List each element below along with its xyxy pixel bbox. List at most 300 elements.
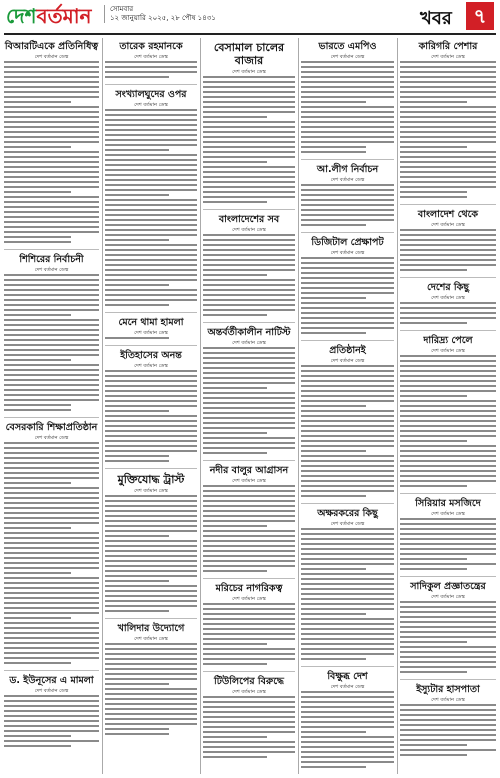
- text-line: [400, 71, 496, 73]
- text-line: [105, 179, 197, 181]
- text-line: [203, 121, 295, 123]
- text-line: [400, 239, 496, 241]
- text-line: [400, 538, 496, 540]
- text-line: [301, 528, 394, 530]
- text-line: [105, 337, 169, 339]
- text-line: [105, 550, 197, 552]
- text-line: [4, 181, 99, 183]
- text-line: [203, 269, 295, 271]
- text-line: [301, 272, 394, 274]
- text-line: [400, 385, 496, 387]
- article: [301, 503, 394, 663]
- text-line: [203, 638, 295, 640]
- dateline: দেশ বর্তমান ডেস্ক: [232, 69, 266, 75]
- text-line: [400, 430, 496, 432]
- article-body: [203, 347, 295, 457]
- text-line: [4, 299, 99, 301]
- text-line: [203, 86, 295, 88]
- text-line: [105, 164, 197, 166]
- text-line: [301, 267, 394, 269]
- text-line: [203, 711, 295, 713]
- text-line: [400, 729, 496, 731]
- text-line: [105, 653, 197, 655]
- text-line: [105, 590, 197, 592]
- article-body: [400, 355, 496, 490]
- text-line: [400, 121, 496, 123]
- text-line: [105, 555, 197, 557]
- text-line: [301, 126, 394, 128]
- dateline: দেশ বর্তমান ডেস্ক: [330, 684, 365, 690]
- text-line: [4, 141, 99, 143]
- text-line: [400, 666, 496, 668]
- text-line: [203, 357, 295, 359]
- text-line: [4, 274, 99, 276]
- text-line: [4, 131, 99, 133]
- text-line: [4, 314, 71, 316]
- text-line: [4, 602, 99, 604]
- text-line: [105, 435, 197, 437]
- text-line: [203, 146, 295, 148]
- text-line: [203, 254, 295, 256]
- text-line: [203, 550, 295, 552]
- text-line: [301, 553, 394, 555]
- text-line: [105, 693, 197, 695]
- text-line: [301, 302, 394, 304]
- text-line: [301, 716, 394, 718]
- dateline: দেশ বর্তমান ডেস্ক: [330, 358, 365, 364]
- text-line: [301, 623, 394, 625]
- headline: ড. ইউনূসের এ মামলা: [9, 675, 94, 686]
- text-line: [105, 668, 197, 670]
- text-line: [4, 647, 99, 649]
- text-line: [105, 560, 197, 562]
- headline: আ.লীগ নির্বাচন: [316, 164, 379, 175]
- article: [301, 666, 394, 771]
- text-line: [4, 467, 99, 469]
- text-line: [400, 656, 496, 658]
- text-line: [4, 720, 99, 722]
- text-line: [400, 317, 496, 319]
- text-line: [4, 384, 99, 386]
- text-line: [203, 101, 295, 103]
- article-body: [203, 76, 295, 206]
- text-line: [4, 502, 99, 504]
- text-line: [4, 284, 99, 286]
- article: [105, 468, 197, 615]
- text-line: [400, 259, 496, 261]
- text-line: [203, 176, 295, 178]
- text-line: [105, 154, 197, 156]
- headline: দারিদ্র্য পেলে: [423, 335, 473, 346]
- dateline: দেশ বর্তমান ডেস্ক: [431, 222, 465, 228]
- article-body: [203, 485, 295, 575]
- text-line: [4, 452, 99, 454]
- text-line: [105, 370, 197, 372]
- text-line: [301, 257, 394, 259]
- text-line: [301, 465, 394, 467]
- article-body: [400, 518, 496, 573]
- text-line: [301, 380, 394, 382]
- text-line: [105, 678, 197, 680]
- text-line: [4, 552, 99, 554]
- text-line: [105, 134, 197, 136]
- article-body: [4, 61, 99, 246]
- text-line: [105, 688, 197, 690]
- headline: সংখ্যালঘুদের ওপর: [115, 89, 187, 100]
- text-line: [105, 673, 197, 675]
- text-line: [400, 166, 496, 168]
- text-line: [203, 623, 295, 625]
- headline: সিরিয়ার মসজিদে: [415, 498, 481, 509]
- text-line: [105, 244, 197, 246]
- text-line: [301, 410, 394, 412]
- text-line: [105, 61, 197, 63]
- text-line: [4, 497, 99, 499]
- text-line: [203, 565, 295, 567]
- text-line: [301, 312, 394, 314]
- text-line: [4, 662, 71, 664]
- text-line: [203, 696, 295, 698]
- article-body: [105, 495, 197, 615]
- text-line: [400, 523, 496, 525]
- text-line: [203, 555, 295, 557]
- text-line: [105, 610, 169, 612]
- text-line: [4, 196, 99, 198]
- text-line: [105, 304, 169, 306]
- text-line: [105, 234, 197, 236]
- text-line: [4, 512, 99, 514]
- text-line: [301, 603, 394, 605]
- text-line: [400, 101, 467, 103]
- text-line: [105, 683, 169, 685]
- text-line: [4, 404, 71, 406]
- text-line: [301, 189, 394, 191]
- text-line: [400, 671, 467, 673]
- text-line: [203, 427, 295, 429]
- date-label: ১২ জানুয়ারি ২০২৫, ২৮ পৌষ ১৪৩১: [110, 14, 216, 22]
- text-line: [105, 204, 197, 206]
- text-line: [4, 156, 99, 158]
- text-line: [4, 592, 99, 594]
- text-line: [400, 86, 496, 88]
- text-line: [203, 716, 295, 718]
- dateline: দেশ বর্তমান ডেস্ক: [232, 227, 266, 233]
- article: [105, 41, 197, 81]
- text-line: [301, 455, 394, 457]
- article: [203, 460, 295, 575]
- article-body: [400, 229, 496, 274]
- text-line: [4, 294, 99, 296]
- text-line: [4, 399, 99, 401]
- article: [203, 322, 295, 457]
- column-3: [203, 38, 295, 774]
- article-body: [105, 61, 197, 81]
- text-line: [105, 229, 197, 231]
- text-line: [105, 515, 197, 517]
- text-line: [4, 394, 99, 396]
- text-line: [301, 573, 394, 575]
- dateline: দেশ বর্তমান ডেস্ক: [431, 697, 465, 703]
- article: [301, 340, 394, 500]
- text-line: [105, 540, 197, 542]
- article: [203, 578, 295, 668]
- text-line: [105, 199, 197, 201]
- text-line: [203, 618, 295, 620]
- text-line: [4, 457, 99, 459]
- text-line: [203, 613, 295, 615]
- article: [4, 249, 99, 414]
- text-line: [301, 691, 394, 693]
- headline: প্রতিষ্ঠানই: [329, 345, 366, 356]
- text-line: [105, 530, 197, 532]
- text-line: [4, 730, 99, 732]
- text-line: [400, 470, 496, 472]
- text-line: [301, 613, 366, 615]
- text-line: [105, 184, 197, 186]
- text-line: [301, 136, 394, 138]
- text-line: [203, 706, 295, 708]
- text-line: [105, 390, 197, 392]
- dateline: দেশ বর্তমান ডেস্ক: [232, 340, 266, 346]
- text-line: [105, 194, 169, 196]
- text-line: [301, 618, 394, 620]
- text-line: [203, 161, 267, 163]
- text-line: [301, 628, 394, 630]
- text-line: [105, 728, 169, 730]
- dateline: দেশ বর্তমান ডেস্ক: [431, 54, 465, 60]
- text-line: [105, 643, 197, 645]
- article-body: [4, 442, 99, 667]
- text-line: [400, 360, 496, 362]
- text-line: [203, 279, 295, 281]
- article: [301, 159, 394, 229]
- text-line: [4, 725, 99, 727]
- text-line: [105, 698, 197, 700]
- text-line: [301, 307, 394, 309]
- text-line: [105, 495, 197, 497]
- text-line: [400, 196, 467, 198]
- article: [400, 679, 496, 759]
- text-line: [203, 663, 267, 665]
- text-line: [105, 71, 197, 73]
- text-line: [4, 617, 71, 619]
- column-2: [105, 38, 197, 774]
- text-line: [4, 642, 99, 644]
- text-line: [301, 706, 394, 708]
- article-body: [301, 691, 394, 771]
- text-line: [301, 445, 394, 447]
- headline: বাংলাদেশ থেকে: [417, 209, 479, 220]
- text-line: [4, 121, 99, 123]
- date-block: [104, 5, 216, 23]
- column-divider: [298, 38, 299, 774]
- article: [400, 493, 496, 573]
- text-line: [105, 415, 197, 417]
- article-body: [301, 528, 394, 663]
- dateline: দেশ বর্তমান ডেস্ক: [431, 348, 465, 354]
- text-line: [105, 595, 197, 597]
- headline: তারেক রহমানকে: [119, 41, 183, 52]
- text-line: [203, 736, 267, 738]
- article: [105, 618, 197, 738]
- text-line: [400, 651, 496, 653]
- column-1: [4, 38, 99, 774]
- text-line: [203, 244, 295, 246]
- text-line: [203, 186, 295, 188]
- text-line: [105, 380, 197, 382]
- text-line: [301, 741, 394, 743]
- text-line: [301, 76, 394, 78]
- text-line: [105, 219, 197, 221]
- article-body: [301, 365, 394, 500]
- text-line: [400, 146, 467, 148]
- text-line: [4, 472, 99, 474]
- text-line: [105, 420, 197, 422]
- text-line: [105, 139, 197, 141]
- text-line: [301, 116, 394, 118]
- text-line: [105, 405, 197, 407]
- text-line: [301, 435, 394, 437]
- text-line: [203, 352, 295, 354]
- text-line: [4, 409, 71, 411]
- text-line: [301, 277, 394, 279]
- text-line: [301, 638, 394, 640]
- text-line: [301, 658, 366, 660]
- text-line: [400, 395, 467, 397]
- column-divider: [200, 38, 201, 774]
- text-line: [105, 254, 197, 256]
- text-line: [203, 633, 295, 635]
- text-line: [400, 161, 496, 163]
- text-line: [4, 507, 99, 509]
- text-line: [400, 191, 467, 193]
- text-line: [400, 435, 496, 437]
- text-line: [400, 405, 496, 407]
- text-line: [203, 731, 295, 733]
- text-line: [203, 309, 295, 311]
- text-line: [4, 487, 99, 489]
- text-line: [203, 96, 295, 98]
- text-line: [105, 144, 197, 146]
- text-line: [400, 724, 496, 726]
- article: [301, 232, 394, 337]
- text-line: [105, 410, 169, 412]
- text-line: [203, 106, 295, 108]
- text-line: [4, 334, 99, 336]
- text-line: [400, 528, 496, 530]
- text-line: [105, 600, 197, 602]
- text-line: [400, 254, 496, 256]
- text-line: [400, 229, 496, 231]
- text-line: [105, 284, 169, 286]
- text-line: [105, 129, 197, 131]
- text-line: [203, 111, 295, 113]
- article: [105, 312, 197, 342]
- text-line: [301, 766, 366, 768]
- text-line: [301, 425, 394, 427]
- text-line: [203, 525, 267, 527]
- text-line: [400, 244, 496, 246]
- text-line: [4, 289, 99, 291]
- text-line: [203, 239, 295, 241]
- text-line: [203, 510, 295, 512]
- text-line: [400, 450, 496, 452]
- text-line: [400, 646, 496, 648]
- text-line: [4, 379, 99, 381]
- text-line: [4, 66, 99, 68]
- text-line: [400, 66, 496, 68]
- text-line: [203, 259, 295, 261]
- text-line: [203, 304, 295, 306]
- headline: টিউলিপের বিরুদ্ধে: [214, 676, 284, 687]
- text-line: [203, 515, 295, 517]
- text-line: [301, 548, 394, 550]
- text-line: [400, 81, 496, 83]
- headline: খালিদার উদ্যোগে: [117, 623, 185, 634]
- text-line: [301, 405, 366, 407]
- text-line: [105, 445, 197, 447]
- text-line: [301, 317, 394, 319]
- text-line: [203, 372, 295, 374]
- article-body: [400, 704, 496, 759]
- text-line: [4, 186, 99, 188]
- text-line: [105, 605, 197, 607]
- text-line: [203, 382, 295, 384]
- headline: দেশের কিছু: [427, 282, 469, 293]
- headline: বেসরকারি শিক্ষাপ্রতিষ্ঠান: [5, 422, 98, 433]
- text-line: [4, 482, 71, 484]
- text-line: [301, 292, 394, 294]
- text-line: [400, 91, 496, 93]
- text-line: [105, 66, 197, 68]
- text-line: [301, 390, 394, 392]
- article-body: [400, 601, 496, 676]
- text-line: [400, 518, 496, 520]
- article-body: [203, 234, 295, 319]
- dateline: দেশ বর্তমান ডেস্ক: [232, 689, 266, 695]
- text-line: [105, 149, 169, 151]
- text-line: [4, 91, 99, 93]
- text-line: [203, 201, 267, 203]
- text-line: [203, 234, 295, 236]
- text-line: [105, 510, 197, 512]
- text-line: [4, 111, 99, 113]
- text-line: [4, 532, 99, 534]
- text-line: [301, 375, 394, 377]
- dateline: দেশ বর্তমান ডেস্ক: [330, 54, 365, 60]
- text-line: [4, 359, 71, 361]
- text-line: [400, 136, 496, 138]
- article: [400, 41, 496, 201]
- text-line: [400, 186, 496, 188]
- text-line: [301, 460, 394, 462]
- text-line: [4, 231, 99, 233]
- dateline: দেশ বর্তমান ডেস্ক: [134, 102, 168, 108]
- text-line: [400, 322, 467, 324]
- day-label: সোমবার: [110, 5, 134, 13]
- dateline: দেশ বর্তমান ডেস্ক: [431, 295, 465, 301]
- text-line: [4, 81, 99, 83]
- text-line: [105, 580, 169, 582]
- column-divider: [102, 38, 103, 774]
- text-line: [301, 583, 394, 585]
- column-5: [400, 38, 496, 774]
- text-line: [301, 490, 394, 492]
- text-line: [203, 294, 295, 296]
- text-line: [105, 299, 197, 301]
- dateline: দেশ বর্তমান ডেস্ক: [134, 54, 168, 60]
- text-line: [400, 445, 496, 447]
